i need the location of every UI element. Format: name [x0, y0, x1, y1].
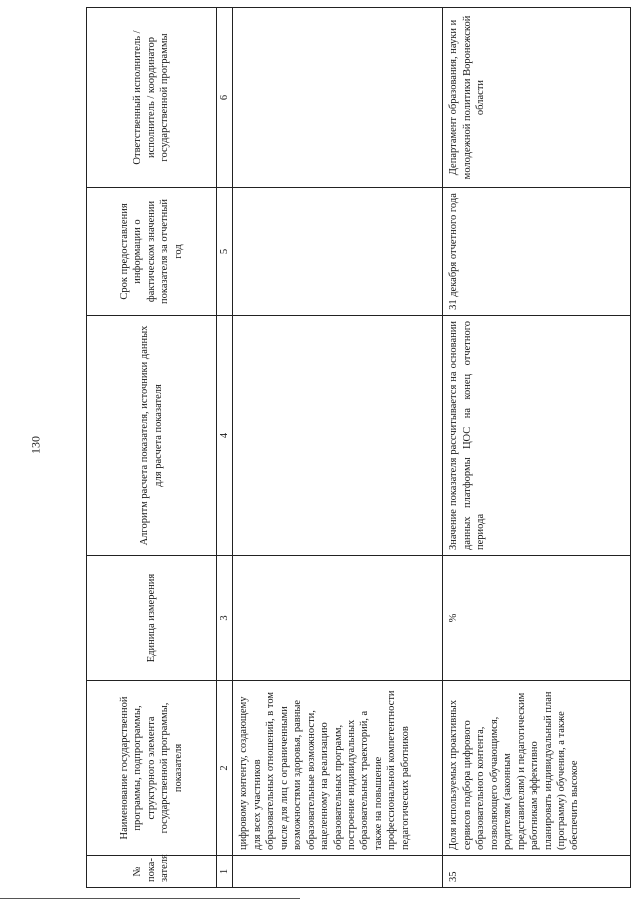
column-number-row: [217, 8, 233, 888]
table-row: [233, 8, 443, 888]
table-header-row: [87, 8, 217, 888]
cell-number: 35: [443, 856, 631, 888]
cell-name: цифровому контенту, создающему для всех участников образовательных отношений, в том числе для лиц с ограниченными возможностями здоровья, равные образовательные возможности, нацеленному на реализацию образовательных программ, построение индивидуальных образовательных траекторий, а также на повышение профессиональной компетентности педагогических работников: [233, 681, 443, 856]
cell-unit: %: [443, 556, 631, 681]
column-number: 2: [217, 681, 233, 856]
column-number: 5: [217, 188, 233, 316]
cell-algorithm: [233, 316, 443, 556]
cell-unit: [233, 556, 443, 681]
header-indicator-number: № пока-зателя: [87, 856, 217, 888]
column-number: 4: [217, 316, 233, 556]
cell-name: Доля используемых проактивных сервисов подбора цифрового образовательного контента, позволяющего обучающимся, родителям (законным представителям) и педагогическим работникам эффективно планировать индивидуальный план (программу) обучения, а также обеспечить высокое: [443, 681, 631, 856]
cell-algorithm: Значение показателя рассчитывается на основании данных платформы ЦОС на конец отчетного периода: [443, 316, 631, 556]
indicator-table-wrapper: [86, 8, 631, 888]
cell-responsible: [233, 8, 443, 188]
header-indicator-name: Наименование государственной программы, подпрограммы, структурного элемента государственной программы, показателя: [87, 681, 217, 856]
indicator-table: [86, 7, 631, 888]
header-algorithm: Алгоритм расчета показателя, источники данных для расчета показателя: [87, 316, 217, 556]
cell-responsible: Департамент образования, науки и молодежной политики Воронежской области: [443, 8, 631, 188]
header-deadline: Срок предоставления информации о фактическом значении показателя за отчетный год: [87, 188, 217, 316]
page-number: 130: [28, 436, 43, 454]
column-number: 6: [217, 8, 233, 188]
column-number: 3: [217, 556, 233, 681]
cell-deadline: 31 декабря отчетного года: [443, 188, 631, 316]
header-unit: Единица измерения: [87, 556, 217, 681]
footer-divider: [0, 898, 300, 899]
table-row-35: [443, 8, 631, 888]
header-responsible: Ответственный исполнитель / исполнитель / координатор государственной программы: [87, 8, 217, 188]
cell-deadline: [233, 188, 443, 316]
column-number: 1: [217, 856, 233, 888]
cell-number: [233, 856, 443, 888]
